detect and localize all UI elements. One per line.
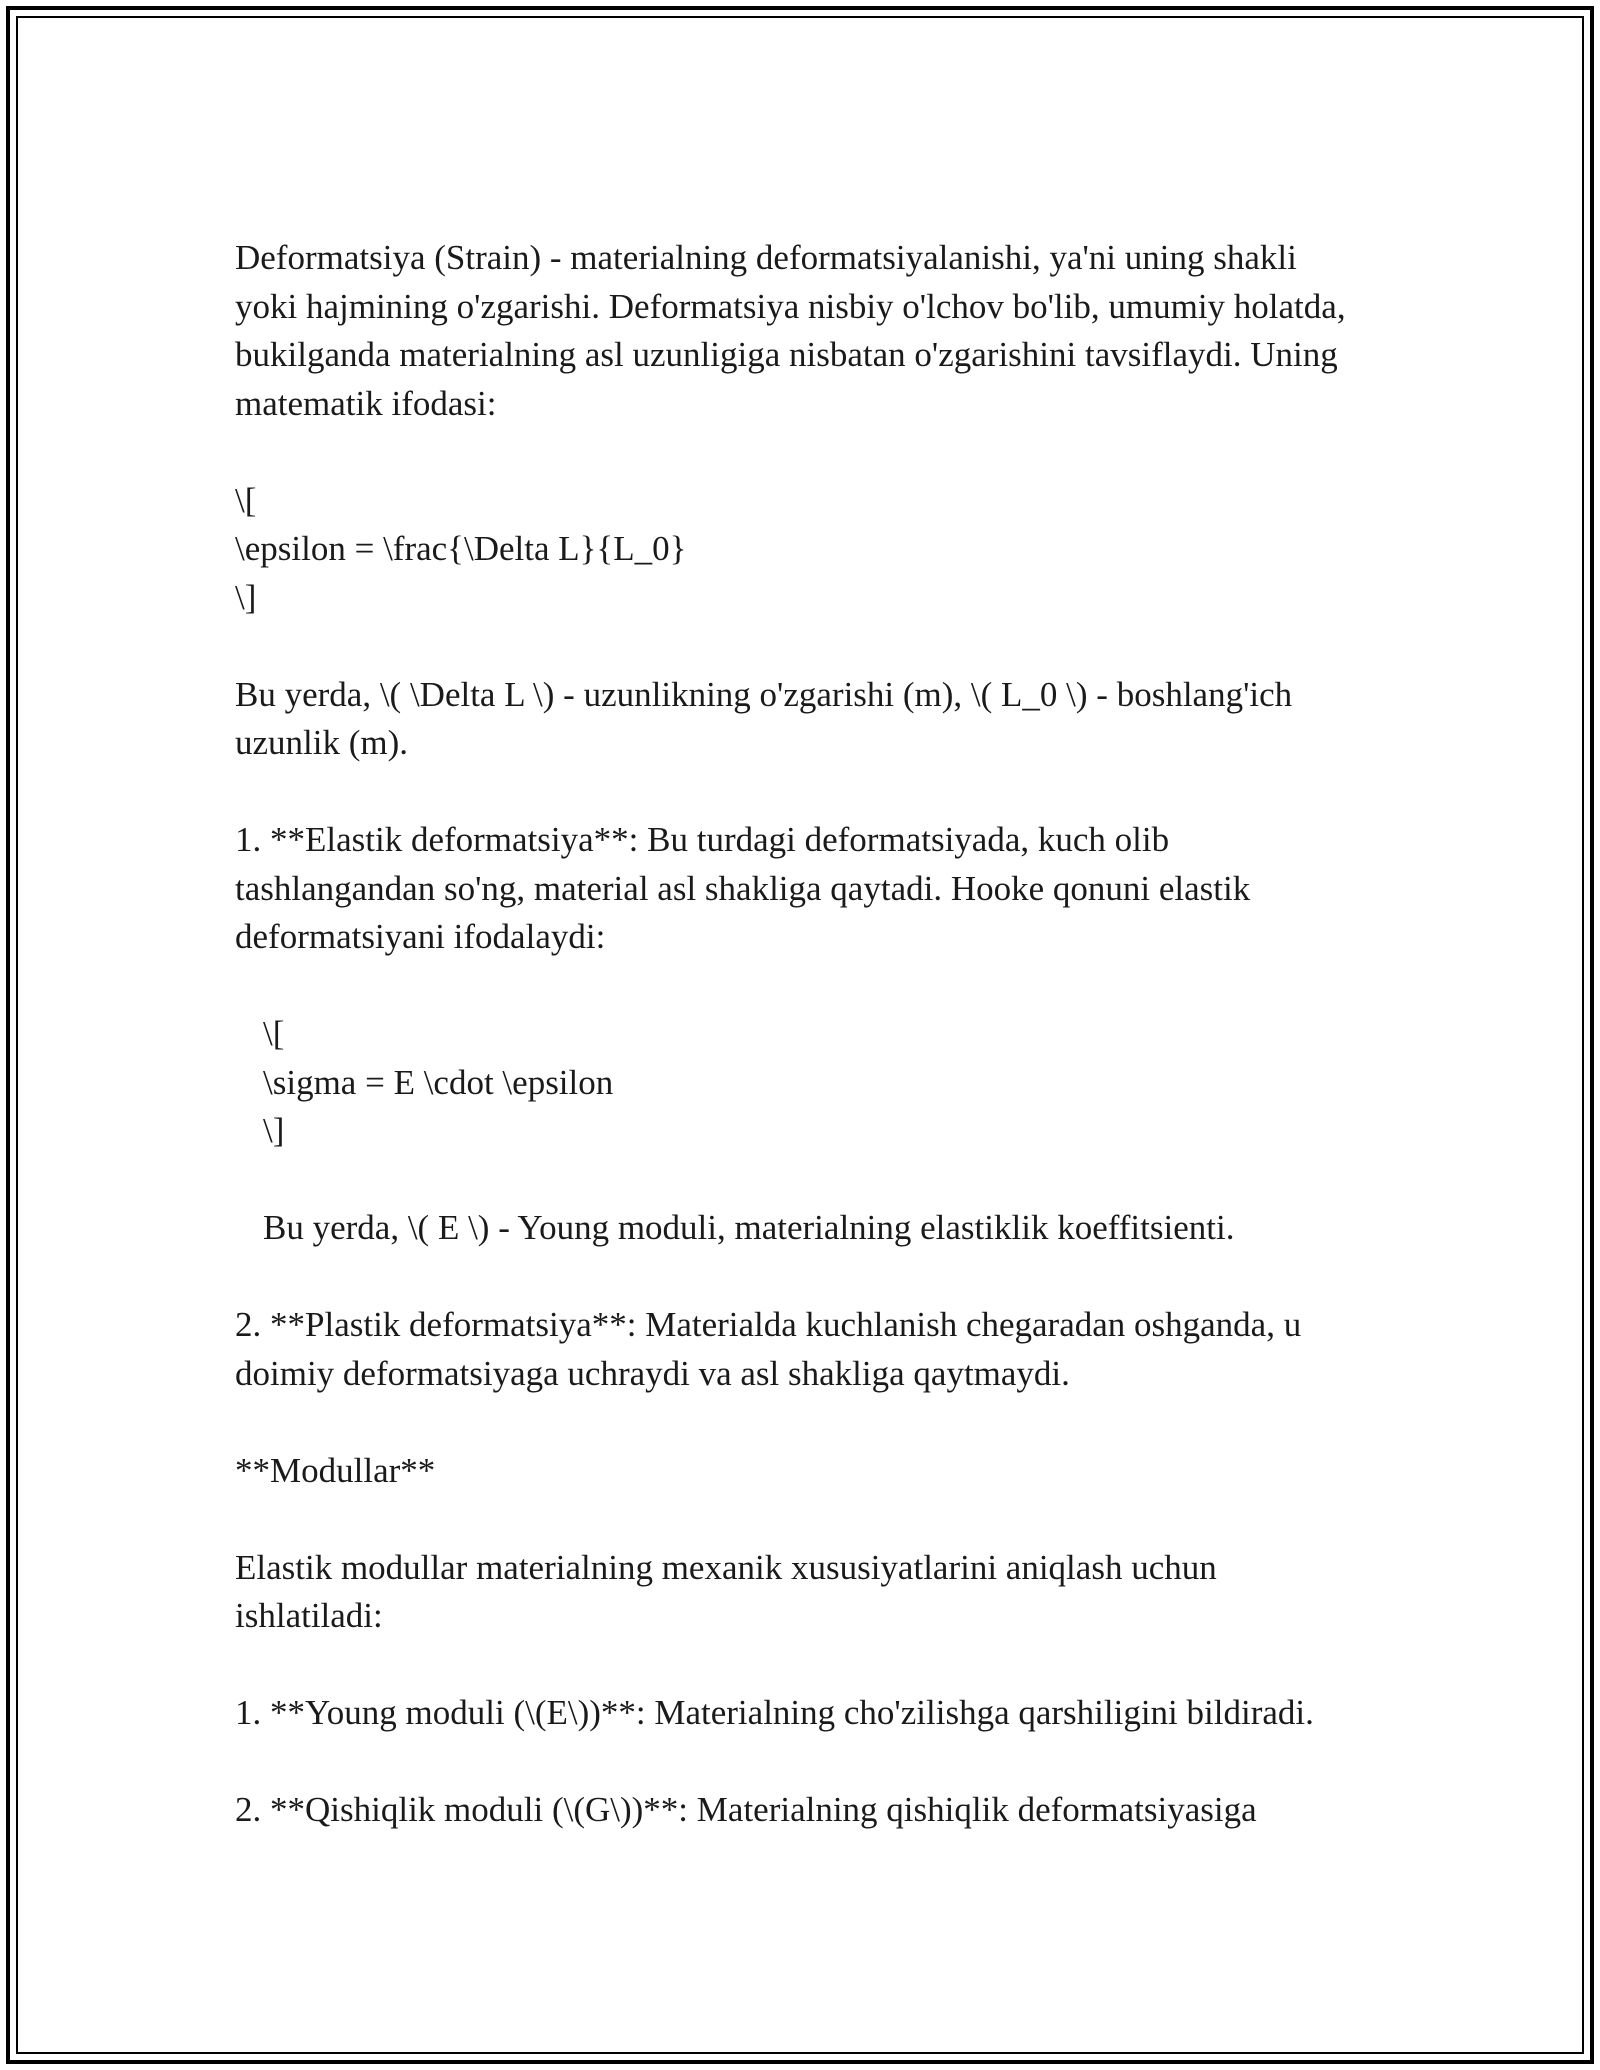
- list-item-elastic: 1. **Elastik deformatsiya**: Bu turdagi deformatsiyada, kuch olib tashlangandan so'ng, material asl shakliga qaytadi. Hooke qonuni elastik deformatsiyani ifodalaydi:: [235, 820, 1251, 956]
- spacer: [235, 428, 1365, 477]
- intro-paragraph: Deformatsiya (Strain) - materialning deformatsiyalanishi, ya'ni uning shakli yoki hajmining o'zgarishi. Deformatsiya nisbiy o'lchov bo'lib, umumiy holatda, bukilganda materialning asl uzunligiga nisbatan o'zgarishini tavsiflaydi. Uning matematik ifodasi:: [235, 238, 1346, 423]
- formula-line: \[: [263, 1014, 285, 1053]
- section-heading-modullar: **Modullar**: [235, 1450, 436, 1490]
- hooke-formula-block: [235, 1010, 1365, 1156]
- formula-line: \]: [235, 577, 257, 617]
- document-body: [235, 234, 1365, 1835]
- spacer: [235, 1398, 1365, 1447]
- spacer: [235, 622, 1365, 671]
- list-item-plastic: 2. **Plastik deformatsiya**: Materialda kuchlanish chegaradan oshganda, u doimiy deformatsiyaga uchraydi va asl shakliga qaytmaydi.: [235, 1305, 1302, 1393]
- spacer: [235, 1641, 1365, 1690]
- modullar-intro: Elastik modullar materialning mexanik xususiyatlarini aniqlash uchun ishlatiladi:: [235, 1547, 1217, 1635]
- young-note: Bu yerda, \( E \) - Young moduli, materialning elastiklik koeffitsienti.: [263, 1208, 1235, 1247]
- formula-line: \[: [235, 480, 257, 520]
- spacer: [235, 1253, 1365, 1302]
- list-item-young: 1. **Young moduli (\(E\))**: Materialning cho'zilishga qarshiligini bildiradi.: [235, 1693, 1314, 1732]
- variables-paragraph: Bu yerda, \( \Delta L \) - uzunlikning o'zgarishi (m), \( L_0 \) - boshlang'ich uzunlik (m).: [235, 674, 1293, 762]
- formula-line: \epsilon = \frac{\Delta L}{L_0}: [235, 529, 687, 568]
- spacer: [235, 1156, 1365, 1205]
- strain-formula-block: [235, 477, 1365, 623]
- spacer: [235, 1495, 1365, 1544]
- list-item-shear: 2. **Qishiqlik moduli (\(G\))**: Materialning qishiqlik deformatsiyasiga: [235, 1790, 1257, 1829]
- formula-line: \]: [263, 1111, 285, 1150]
- formula-line: \sigma = E \cdot \epsilon: [263, 1062, 614, 1102]
- spacer: [235, 1738, 1365, 1787]
- spacer: [235, 962, 1365, 1011]
- spacer: [235, 768, 1365, 817]
